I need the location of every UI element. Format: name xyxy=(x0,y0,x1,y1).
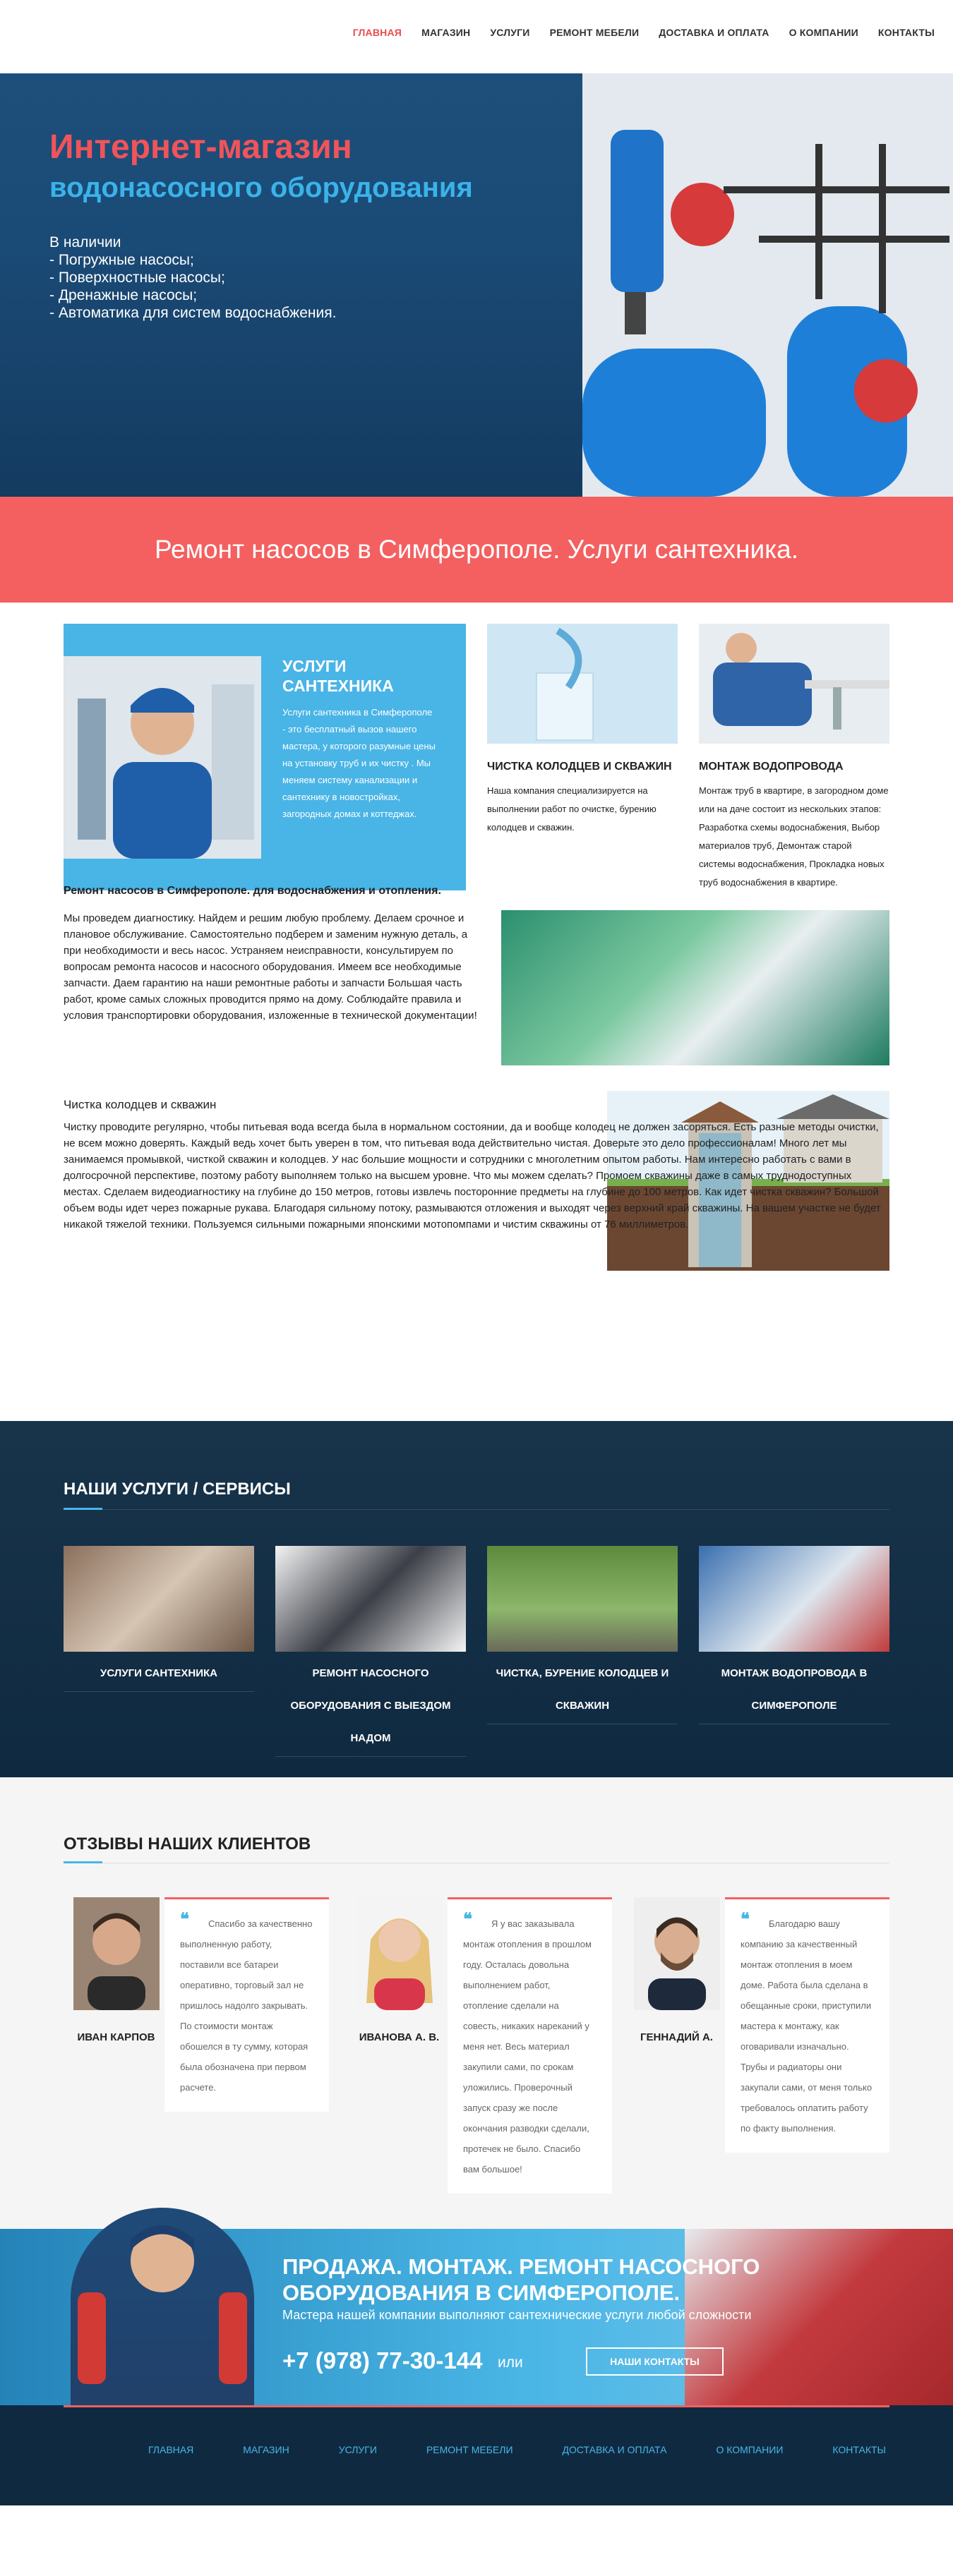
cta-or: или xyxy=(498,2354,523,2371)
footer-nav-home[interactable]: ГЛАВНАЯ xyxy=(148,2444,194,2455)
review-box xyxy=(448,1897,612,2194)
footer-nav-services[interactable]: УСЛУГИ xyxy=(338,2444,377,2455)
footer-nav-furniture-repair[interactable]: РЕМОНТ МЕБЕЛИ xyxy=(426,2444,513,2455)
plumber-photo xyxy=(64,656,261,859)
cta-title: ПРОДАЖА. МОНТАЖ. РЕМОНТ НАСОСНОГО ОБОРУДОВАНИЯ В СИМФЕРОПОЛЕ. xyxy=(282,2254,760,2305)
hero-pump-image xyxy=(582,73,953,497)
nav-home[interactable]: ГЛАВНАЯ xyxy=(352,27,402,38)
plumber-services-card[interactable] xyxy=(64,624,466,890)
review-text: Благодарю вашу компанию за качественный монтаж отопления в моем доме. Работа была сделана в обещанные сроки, приступили мастера к монтажу, как оговаривали изначально. Трубы и радиаторы они закупали сами, от меня только требовалось оплатить работу по факту выполнения. xyxy=(741,1918,873,2134)
hero-line: В наличии xyxy=(49,234,121,250)
nav-shop[interactable]: МАГАЗИН xyxy=(421,27,471,38)
banner xyxy=(0,497,953,603)
reviewer-name: ИВАНОВА А. В. xyxy=(359,2031,440,2043)
service-tile-plumbing[interactable] xyxy=(699,1546,889,1724)
service-card-plumbing[interactable] xyxy=(699,624,889,892)
pump-parts-image xyxy=(275,1546,466,1652)
pump-repair-image xyxy=(501,910,889,1065)
quote-icon: ❝ xyxy=(741,1910,750,1929)
nav-contacts[interactable]: КОНТАКТЫ xyxy=(877,27,935,38)
reviewer-name: ГЕННАДИЙ А. xyxy=(640,2031,713,2043)
plumber-sink-image xyxy=(699,624,889,744)
cta-phone[interactable]: +7 (978) 77-30-144 xyxy=(282,2347,483,2374)
reviewer-name: ИВАН КАРПОВ xyxy=(77,2031,155,2043)
nav-services[interactable]: УСЛУГИ xyxy=(490,27,530,38)
service-tile-pump-repair[interactable] xyxy=(275,1546,466,1757)
footer-nav-about[interactable]: О КОМПАНИИ xyxy=(716,2444,784,2455)
service-tile-wells[interactable] xyxy=(487,1546,678,1724)
service-card-wells[interactable] xyxy=(487,624,678,837)
footer xyxy=(0,2405,953,2505)
plumber-tools-image xyxy=(64,1546,254,1652)
stone-well-image xyxy=(487,1546,678,1652)
title-accent-line xyxy=(64,1508,102,1510)
service-tile-label: ЧИСТКА, БУРЕНИЕ КОЛОДЦЕВ И СКВАЖИН xyxy=(496,1667,669,1712)
footer-nav-delivery[interactable]: ДОСТАВКА И ОПЛАТА xyxy=(562,2444,667,2455)
reviews-title: ОТЗЫВЫ НАШИХ КЛИЕНТОВ xyxy=(64,1834,311,1854)
review-card xyxy=(628,1897,889,2172)
wells-title: Чистка колодцев и скважин xyxy=(64,1098,217,1111)
plumber-mascot-image xyxy=(71,2208,254,2405)
review-text: Спасибо за качественно выполненную работу, поставили все батареи оперативно, торговый зал не пришлось надолго закрывать. По стоимости монтаж обошелся в ту сумму, которая была обозначена при первом расчете. xyxy=(180,1918,313,2093)
hero xyxy=(0,73,953,497)
cta-subtitle: Мастера нашей компании выполняют сантехнические услуги любой сложности xyxy=(282,2308,752,2322)
wells-text: Чистку проводите регулярно, чтобы питьевая вода всегда была в нормальном состоянии, да и вообще колодец не должен засоряться. Есть разные методы очистки, не всем можно доверять. Каждый ведь хочет быть уверен в том, что питьевая вода действительно чистая. Доверьте это дело профессионалам! Много лет мы занимаемся промывкой, чисткой скважин и колодцев. У нас большие мощности и сотрудники с многолетним опытом работы. Нам интересно работать с вами в долгосрочной перспективе, поэтому работу выполняем только на высшем уровне. Что мы можем сделать? Промоем скважины даже в самых труднодоступных местах. Сделаем видеодиагностику на глубине до 150 метров, готовы извлечь посторонние предметы на глубине до 100 метров. Как идет чистка скважин? Большой объем воды идет через пожарные рукава. Благодаря сильному потоку, размываются отложения и выходят через верхний край скважины. На вашем участке не будет никакой тяжелой техники. Пользуемся сильными пожарными японскими мотопомпами и чистим скважины от 76 миллиметров. xyxy=(64,1121,881,1230)
review-text: Я у вас заказывала монтаж отопления в прошлом году. Осталась довольна выполнением работ, отопление сделали на совесть, никаких нареканий у меня нет. Весь материал закупили сами, по срокам уложились. Проверочный запуск сразу же после окончания разводки сделали, протечек не было. Спасибо вам большое! xyxy=(463,1918,592,2175)
nav-about[interactable]: О КОМПАНИИ xyxy=(789,27,858,38)
service-card-title: ЧИСТКА КОЛОДЦЕВ И СКВАЖИН xyxy=(487,761,672,773)
plumber-services-title: УСЛУГИ САНТЕХНИКА xyxy=(282,657,394,695)
nav-furniture-repair[interactable]: РЕМОНТ МЕБЕЛИ xyxy=(549,27,640,38)
contacts-button[interactable]: НАШИ КОНТАКТЫ xyxy=(586,2347,724,2376)
main-nav xyxy=(353,27,935,38)
nav-delivery[interactable]: ДОСТАВКА И ОПЛАТА xyxy=(659,27,769,38)
our-services-title: НАШИ УСЛУГИ / СЕРВИСЫ xyxy=(64,1480,291,1499)
service-tile-plumber[interactable] xyxy=(64,1546,254,1692)
service-tile-label: МОНТАЖ ВОДОПРОВОДА В СИМФЕРОПОЛЕ xyxy=(721,1667,868,1712)
repair-section xyxy=(0,885,953,1421)
reviews-section xyxy=(0,1777,953,2229)
hero-line: - Автоматика для систем водоснабжения. xyxy=(49,305,337,321)
tile-underline xyxy=(275,1756,466,1757)
repair-text: Мы проведем диагностику. Найдем и решим любую проблему. Делаем срочное и плановое обслуживание. Самостоятельно подберем и заменим нужную деталь, а при необходимости и весь насос. Устраняем неисправности, консультируем по вопросам ремонта насосов и насосного оборудования. Имеем все необходимые запчасти. Даем гарантию на наши ремонтные работы и запчасти Большая часть работ, кроме самых сложных проводится прямо на дому. Соблюдайте правила и условия транспортировки оборудования, изложенные в технической документации! xyxy=(64,912,477,1022)
avatar xyxy=(356,1897,443,2010)
hero-title: Интернет-магазин xyxy=(49,128,352,166)
water-glass-image xyxy=(487,624,678,744)
hero-list xyxy=(49,234,544,322)
footer-top-line xyxy=(64,2405,889,2407)
quote-icon: ❝ xyxy=(463,1910,472,1929)
hero-line: - Погружные насосы; xyxy=(49,252,194,268)
section-divider xyxy=(64,1509,889,1510)
footer-nav-contacts[interactable]: КОНТАКТЫ xyxy=(832,2444,886,2455)
plumber-services-text: Услуги сантехника в Симферополе - это бесплатный вызов нашего мастера, у которого разумные цены на установку труб и их чистку . Мы меняем систему канализации и сантехнику в новостройках, загородных домах и коттеджах. xyxy=(282,707,436,819)
footer-nav-shop[interactable]: МАГАЗИН xyxy=(243,2444,289,2455)
call-to-action xyxy=(0,2229,953,2405)
service-card-title: МОНТАЖ ВОДОПРОВОДА xyxy=(699,761,844,773)
tile-underline xyxy=(64,1691,254,1692)
review-box xyxy=(725,1897,889,2153)
hero-subtitle: водонасосного оборудования xyxy=(49,172,473,203)
header xyxy=(0,0,953,73)
avatar xyxy=(634,1897,720,2010)
repair-title: Ремонт насосов в Симферополе. для водоснабжения и отопления. xyxy=(64,885,441,897)
hero-line: - Дренажные насосы; xyxy=(49,287,198,303)
review-card xyxy=(68,1897,329,2172)
review-card xyxy=(351,1897,612,2175)
hero-line: - Поверхностные насосы; xyxy=(49,270,225,286)
service-card-text: Наша компания специализируется на выполнении работ по очистке, бурению колодцев и скважин. xyxy=(487,785,657,833)
service-card-text: Монтаж труб в квартире, в загородном доме или на даче состоит из нескольких этапов: Разработка схемы водоснабжения, Выбор материалов труб, Демонтаж старой системы водоснабжения, Прокладка новых труб водоснабжения в квартире. xyxy=(699,785,889,888)
footer-nav xyxy=(148,2444,886,2455)
service-tile-label: РЕМОНТ НАСОСНОГО ОБОРУДОВАНИЯ С ВЫЕЗДОМ НАДОМ xyxy=(290,1667,451,1744)
our-services-section xyxy=(0,1421,953,1777)
title-accent-line xyxy=(64,1861,102,1863)
banner-text: Ремонт насосов в Симферополе. Услуги сантехника. xyxy=(154,535,799,564)
quote-icon: ❝ xyxy=(180,1910,189,1929)
service-tile-label: УСЛУГИ САНТЕХНИКА xyxy=(100,1667,217,1679)
plumber-work-image xyxy=(699,1546,889,1652)
avatar xyxy=(73,1897,160,2010)
review-box xyxy=(164,1897,329,2112)
services-section xyxy=(0,603,953,888)
